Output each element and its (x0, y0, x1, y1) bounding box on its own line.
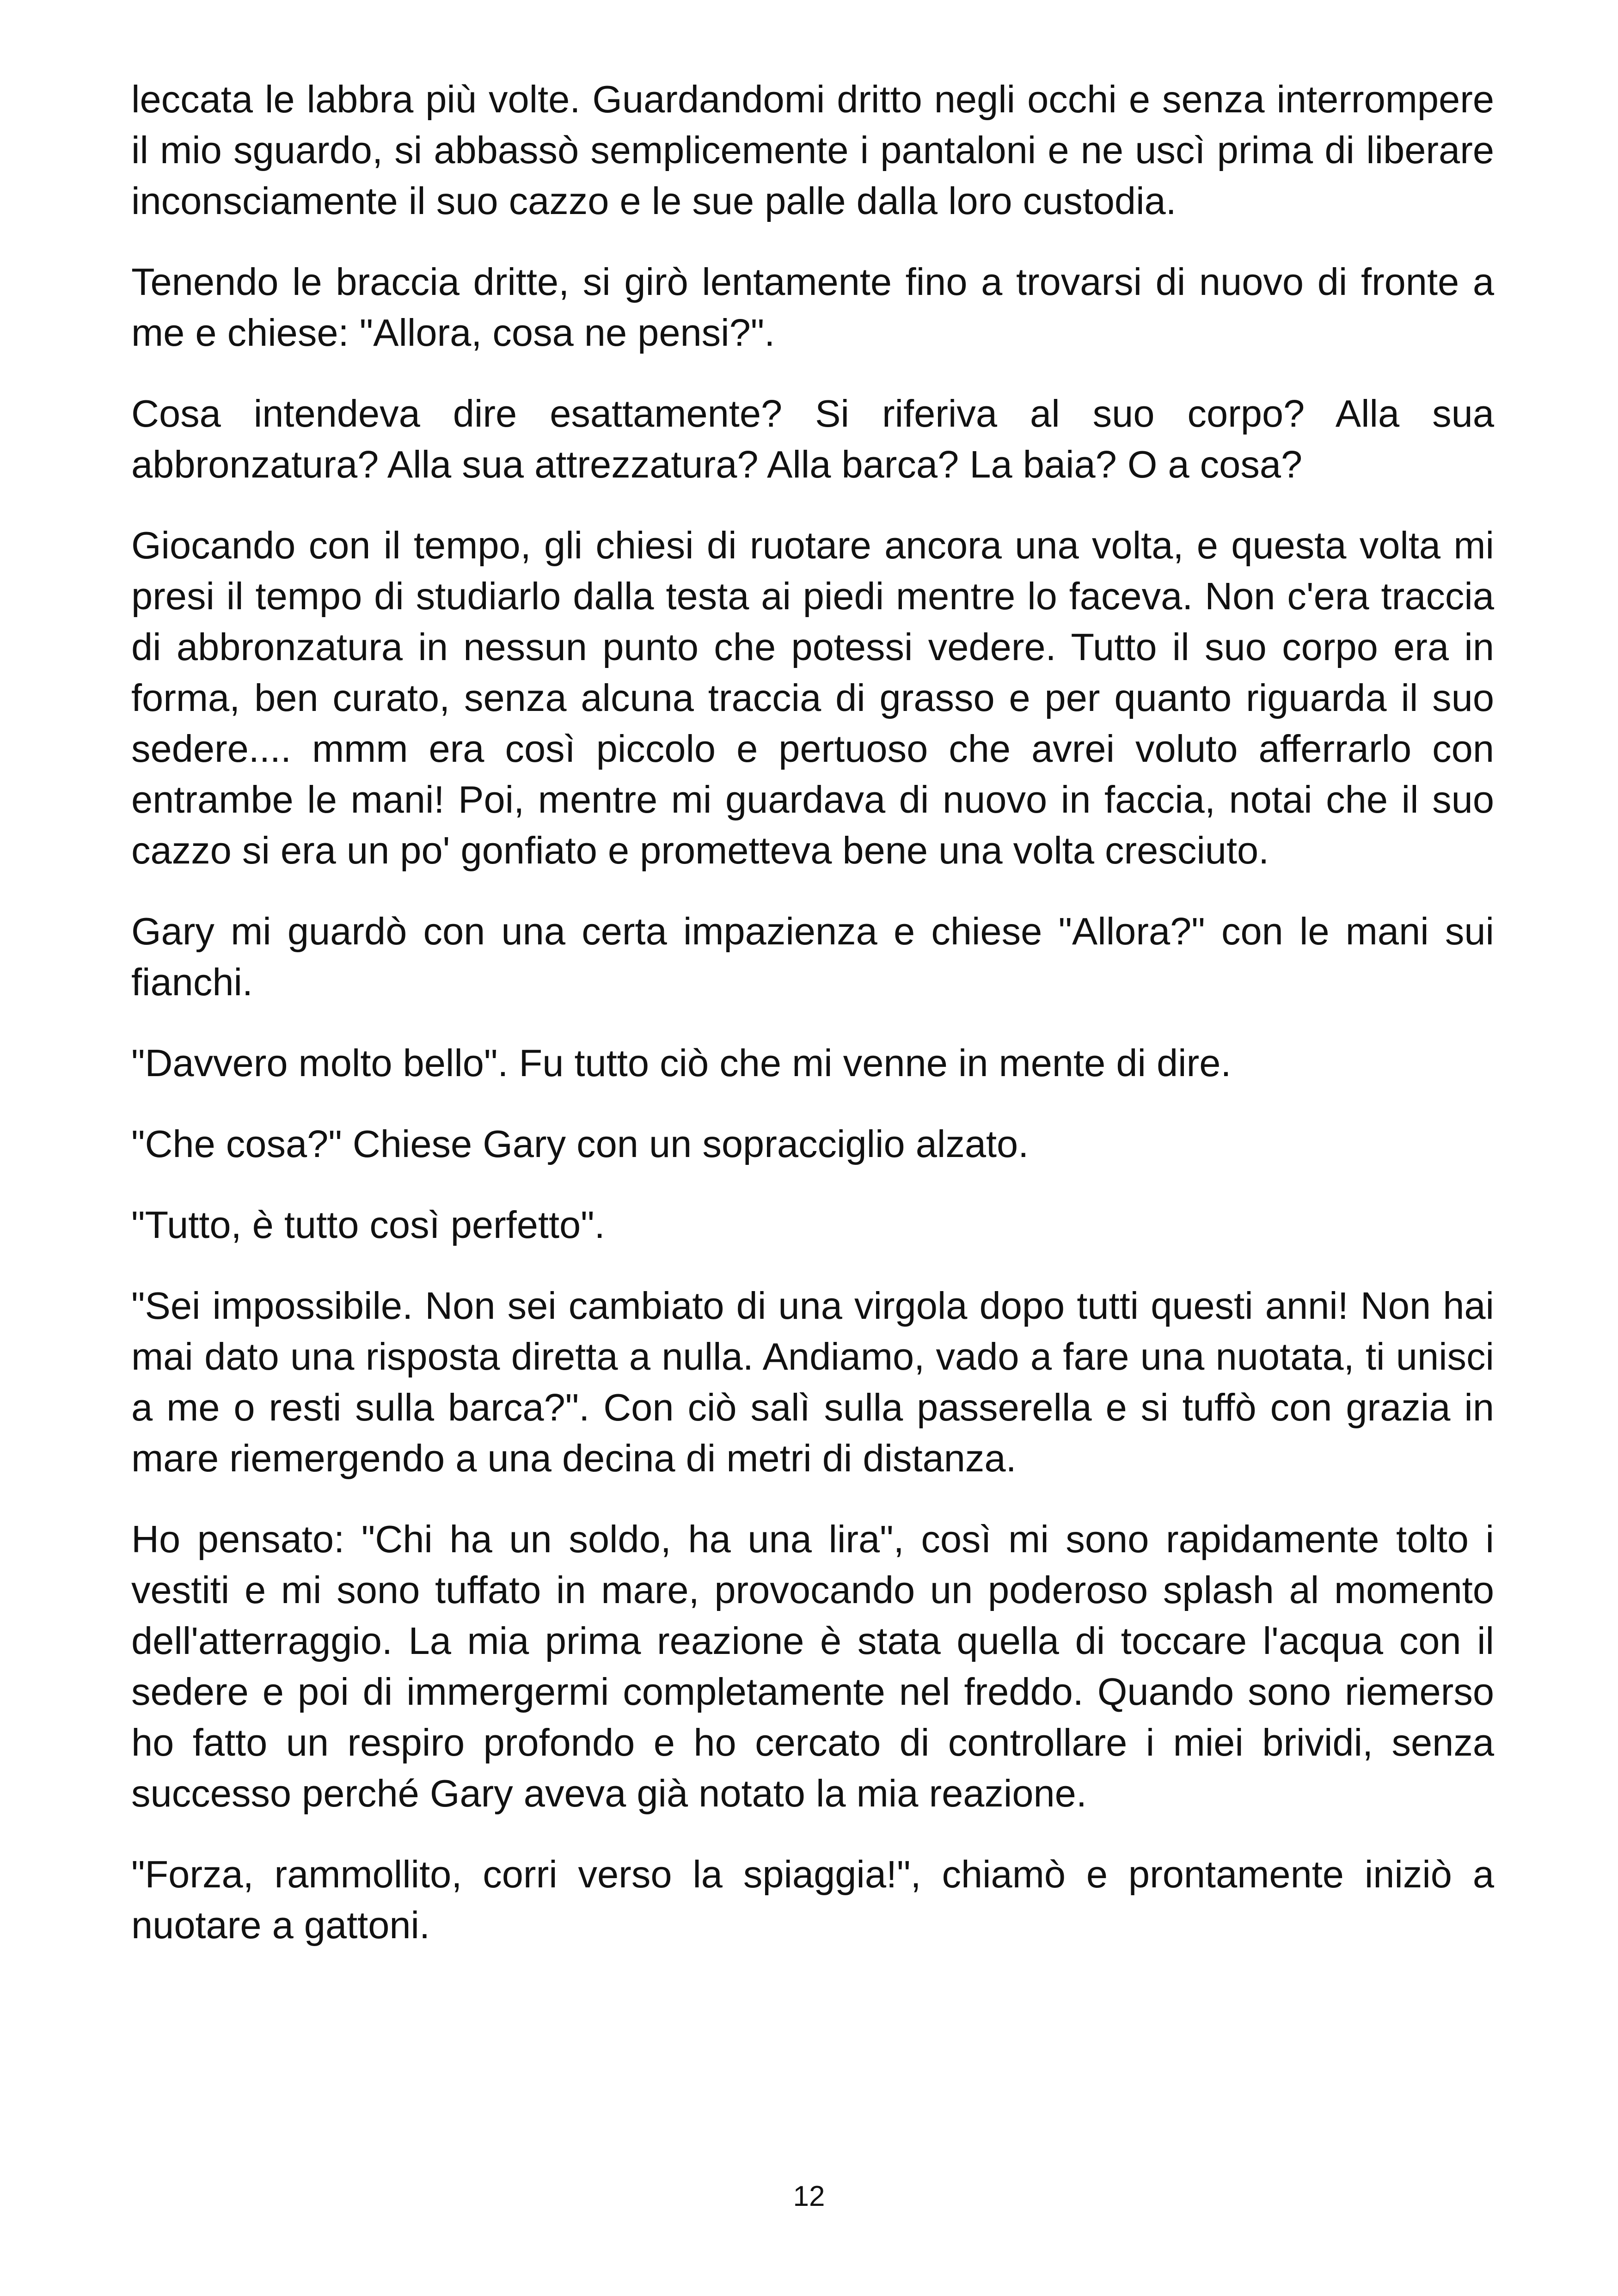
paragraph: "Davvero molto bello". Fu tutto ciò che mi venne in mente di dire. (131, 1041, 1232, 1084)
paragraph: "Tutto, è tutto così perfetto". (131, 1203, 605, 1246)
paragraph: Cosa intendeva dire esattamente? Si riferiva al suo corpo? Alla sua abbronzatura? Alla sua attrezzatura? Alla barca? La baia? O a cosa? (131, 392, 1494, 486)
paragraph: Ho pensato: "Chi ha un soldo, ha una lira", così mi sono rapidamente tolto i vestiti e mi sono tuffato in mare, provocando un poderoso splash al momento dell'atterraggio. La mia prima reazione è stata quella di toccare l'acqua con il sedere e poi di immergermi completamente nel freddo. Quando sono riemerso ho fatto un respiro profondo e ho cercato di controllare i miei brividi, senza successo perché Gary aveva già notato la mia reazione. (131, 1518, 1494, 1815)
paragraph: Tenendo le braccia dritte, si girò lentamente fino a trovarsi di nuovo di fronte a me e chiese: "Allora, cosa ne pensi?". (131, 260, 1494, 354)
paragraph: "Forza, rammollito, corri verso la spiaggia!", chiamò e prontamente iniziò a nuotare a gattoni. (131, 1853, 1494, 1947)
paragraph: Giocando con il tempo, gli chiesi di ruotare ancora una volta, e questa volta mi presi il tempo di studiarlo dalla testa ai piedi mentre lo faceva. Non c'era traccia di abbronzatura in nessun punto che potessi vedere. Tutto il suo corpo era in forma, ben curato, senza alcuna traccia di grasso e per quanto riguarda il suo sedere.... mmm era così piccolo e pertuoso che avrei voluto afferrarlo con entrambe le mani! Poi, mentre mi guardava di nuovo in faccia, notai che il suo cazzo si era un po' gonfiato e prometteva bene una volta cresciuto. (131, 524, 1494, 872)
body-text (131, 74, 1494, 1981)
paragraph: "Sei impossibile. Non sei cambiato di una virgola dopo tutti questi anni! Non hai mai dato una risposta diretta a nulla. Andiamo, vado a fare una nuotata, ti unisci a me o resti sulla barca?". Con ciò salì sulla passerella e si tuffò con grazia in mare riemergendo a una decina di metri di distanza. (131, 1284, 1494, 1480)
page-number: 12 (793, 2180, 825, 2212)
paragraph: "Che cosa?" Chiese Gary con un sopracciglio alzato. (131, 1122, 1029, 1165)
paragraph: Gary mi guardò con una certa impazienza e chiese "Allora?" con le mani sui fianchi. (131, 910, 1494, 1004)
paragraph: leccata le labbra più volte. Guardandomi dritto negli occhi e senza interrompere il mio sguardo, si abbassò semplicemente i pantaloni e ne uscì prima di liberare inconsciamente il suo cazzo e le sue palle dalla loro custodia. (131, 78, 1494, 222)
